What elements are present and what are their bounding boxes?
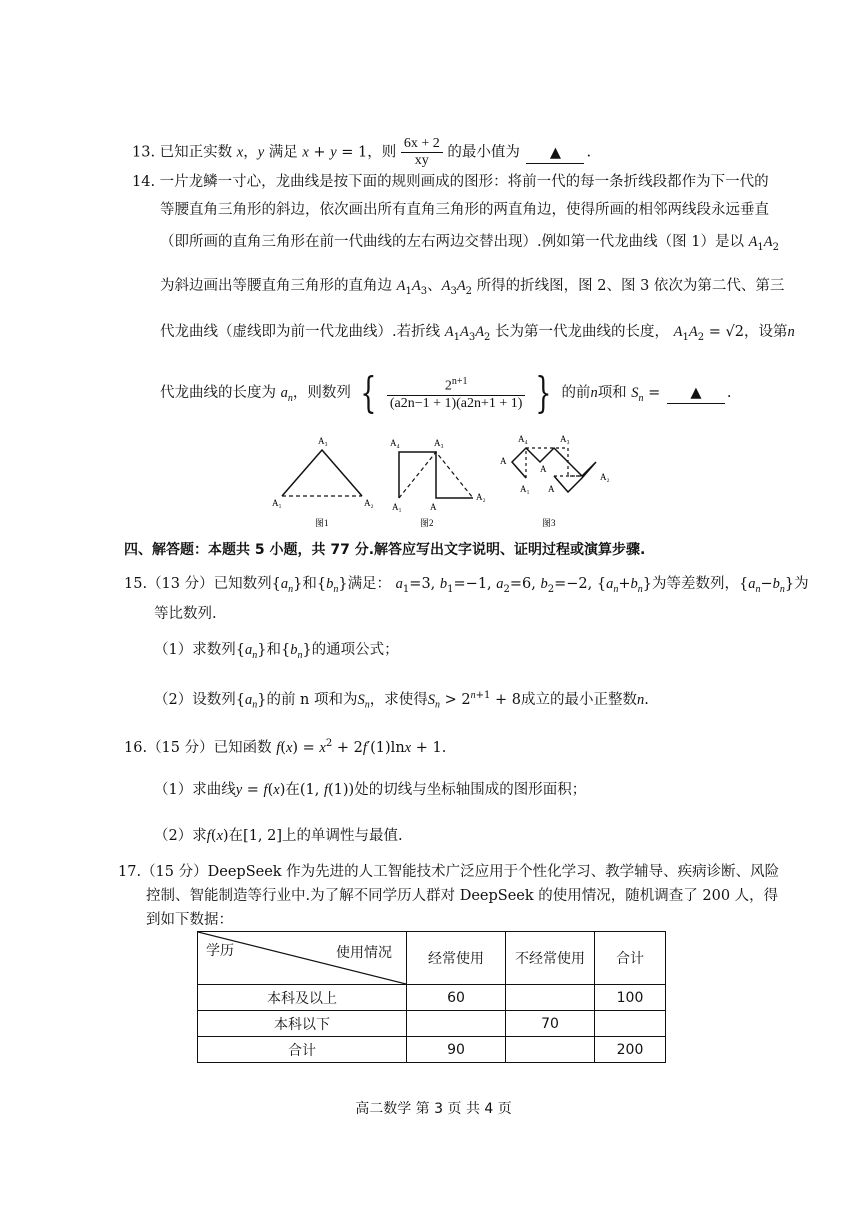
q14-line3: （即所画的直角三角形在前一代曲线的左右两边交替出现）.例如第一代龙曲线（图 1）是以 $A_1A_2$ xyxy=(160,234,780,253)
q13-text-d: 的最小值为 xyxy=(447,144,520,161)
q16-line1-end: . xyxy=(441,739,447,756)
fig3-label-a2: A₂ xyxy=(600,472,610,482)
q15-line1-b: 和 xyxy=(302,576,317,592)
table-cell: 200 xyxy=(595,1037,666,1063)
q14-frac-num-exp: n+1 xyxy=(451,376,468,388)
q16-p1-a: 求曲线 xyxy=(192,782,236,798)
table-row xyxy=(198,985,666,1011)
header-infrequent: 不经常使用 xyxy=(506,932,595,985)
table-cell: 60 xyxy=(407,985,506,1011)
row-label: 本科以下 xyxy=(198,1011,407,1037)
row-label: 合计 xyxy=(198,1037,407,1063)
q15-line1-e: 为 xyxy=(794,576,809,592)
q16-line1-a: 已知函数 xyxy=(213,739,272,756)
q15-p1-c: 的通项公式； xyxy=(311,642,399,658)
q13-text-c: ，则 xyxy=(367,144,397,161)
q14-line3-text: （即所画的直角三角形在前一代曲线的左右两边交替出现）.例如第一代龙曲线（图 1）是以 xyxy=(160,234,744,250)
q13-end: . xyxy=(586,144,592,161)
q17-line1 xyxy=(118,862,779,882)
q14-line4-c: 所得的折线图，图 2、图 3 依次为第二代、第三 xyxy=(476,278,785,294)
fig1-label-a3: A₃ xyxy=(318,436,328,446)
q14-line1-text: 一片龙鳞一寸心，龙曲线是按下面的规则画成的图形：将前一代的每一条折线段都作为下一代的 xyxy=(159,174,769,190)
q14-blank-mark: ▲ xyxy=(690,385,702,401)
q14-line5-b: 长为第一代龙曲线的长度， xyxy=(495,324,670,340)
q15-part2: （2）设数列$\{a_n\}$的前 n 项和为$S_n$，求使得$S_n > 2^{n+1} + 8$成立的最小正整数n. xyxy=(154,690,649,711)
fig2-caption: 图2 xyxy=(420,518,434,528)
q14-frac-num xyxy=(387,374,526,395)
q15-part1: （1）求数列$\{a_n\}$和$\{b_n\}$的通项公式； xyxy=(154,642,399,661)
dragon-curve-figures xyxy=(0,432,867,532)
q14-line2-text: 等腰直角三角形的斜边，依次画出所有直角三角形的两直角边，使得所画的相邻两线段永远垂直 xyxy=(160,202,769,218)
q15-p2-end: . xyxy=(644,691,649,708)
q15-p2-c: ，求使得 xyxy=(369,691,428,708)
q13-line: 13. 已知正实数 x，y 满足 x + y = 1，则 $\frac{6x + 2}{xy}$ 的最小值为 ▲ . xyxy=(132,136,592,168)
q17-line2: 控制、智能制造等行业中.为了解不同学历人群对 DeepSeek 的使用情况，随机调查了 200 人，得 xyxy=(146,888,779,904)
header-total: 合计 xyxy=(595,932,666,985)
q14-line4: 为斜边画出等腰直角三角形的直角边 $A_1A_3$、$A_3A_2$ 所得的折线图，图 2、图 3 依次为第二代、第三 xyxy=(160,278,785,297)
table-cell: 70 xyxy=(506,1011,595,1037)
q15-line1-c: 满足： xyxy=(347,576,392,592)
corner-left-label: 学历 xyxy=(206,943,234,959)
q14-line6-c: 的前 xyxy=(561,385,591,401)
q13-frac-num: 6x + 2 xyxy=(403,136,440,151)
q14-end: . xyxy=(726,385,732,401)
fig3-caption: 图3 xyxy=(542,518,556,528)
q16-part1: （1）求曲线y = f(x)在(1, f(1))处的切线与坐标轴围成的图形面积； xyxy=(154,782,587,798)
q14-frac-den: (a2n−1 + 1)(a2n+1 + 1) xyxy=(387,395,526,412)
table-cell: 90 xyxy=(407,1037,506,1063)
q16-number: 16. xyxy=(124,739,148,756)
q15-p1-a: 求数列 xyxy=(192,642,236,658)
table-cell: 100 xyxy=(595,985,666,1011)
fig3-label-a-b: A xyxy=(548,484,555,494)
q14-line6-d: 项和 xyxy=(597,385,627,401)
fig3-label-a4: A₄ xyxy=(518,434,528,444)
q14-fraction xyxy=(387,374,526,412)
q13-fraction xyxy=(401,136,443,169)
q14-left-brace: { xyxy=(360,368,377,417)
q16-p1-label: （1） xyxy=(154,782,193,798)
q16-part2: （2）求f(x)在[1, 2]上的单调性与最值. xyxy=(154,828,403,844)
table-cell xyxy=(506,985,595,1011)
q14-line6-b: ，则数列 xyxy=(292,385,351,401)
corner-right-label: 使用情况 xyxy=(336,945,392,961)
q14-line6: 代龙曲线的长度为 $a_n$，则数列 { $\frac{2^{n+1}}{(a2n-1 + 1)(a2n+1 + 1)}$ } 的前n项和 $S_n$ = ▲ . xyxy=(160,368,732,417)
q13-text-a: 已知正实数 xyxy=(159,144,233,161)
q15-line2: 等比数列. xyxy=(154,606,217,622)
fig1-caption: 图1 xyxy=(315,518,329,528)
fig3-label-a: A xyxy=(500,456,507,466)
table-corner-cell xyxy=(198,932,407,985)
section4-title: 四、解答题：本题共 5 小题，共 77 分.解答应写出文字说明、证明过程或演算步骤. xyxy=(124,542,646,558)
fig1-label-a1: A₁ xyxy=(272,498,282,508)
q14-number: 14. xyxy=(132,174,156,190)
table-cell xyxy=(407,1011,506,1037)
q17-number: 17. xyxy=(118,864,142,880)
table-row xyxy=(198,1037,666,1063)
fig3-label-a3: A₃ xyxy=(560,434,570,444)
q13-text-b: 满足 xyxy=(268,144,298,161)
q14-line6-a: 代龙曲线的长度为 xyxy=(160,385,276,401)
header-frequent: 经常使用 xyxy=(407,932,506,985)
q14-line4-b: 、 xyxy=(427,278,442,294)
q13-frac-den: xy xyxy=(401,152,443,169)
q17-line1-text: DeepSeek 作为先进的人工智能技术广泛应用于个性化学习、教学辅导、疾病诊断、风险 xyxy=(207,864,780,880)
q14-line2 xyxy=(160,200,769,220)
q14-line4-a: 为斜边画出等腰直角三角形的直角边 xyxy=(160,278,392,294)
q14-line5: 代龙曲线（虚线即为前一代龙曲线）.若折线 $A_1A_3A_2$ 长为第一代龙曲线的长度， $A_1A_2 = √2$，设第n xyxy=(160,324,795,343)
q15-line1: 15.（13 分）已知数列$\{a_n\}$和$\{b_n\}$满足： $a_1=3$, $b_1=-1$, $a_2=6$, $b_2=-2$, $\{a_n+b_n\}$为等差数列，$\{a_n-b_n\}$为 xyxy=(124,576,809,595)
q16-p2-label: （2） xyxy=(154,828,193,844)
fig2-label-a4: A₄ xyxy=(390,438,400,448)
q15-p2-a: 设数列 xyxy=(192,691,236,708)
q13-blank-mark: ▲ xyxy=(549,144,562,161)
q15-p2-d: 成立的最小正整数 xyxy=(520,691,637,708)
q16-line1: 16.（15 分）已知函数 $f(x) = x^2 + 2f'(1)\ln x + 1$. xyxy=(124,738,447,756)
q17-score: （15 分） xyxy=(141,864,208,880)
q13-number: 13. xyxy=(132,144,156,161)
q15-line1-a: 已知数列 xyxy=(213,576,272,592)
q14-answer-blank xyxy=(667,383,725,404)
q16-p2-a: 求 xyxy=(192,828,207,844)
q14-frac-num-base: 2 xyxy=(444,378,452,394)
q13-sep: ， xyxy=(243,144,258,161)
q15-p2-label: （2） xyxy=(154,691,193,708)
table-row xyxy=(198,1011,666,1037)
q17-data-table xyxy=(197,931,666,1063)
q13-answer-blank xyxy=(526,143,584,164)
q17-line3: 到如下数据： xyxy=(146,912,233,928)
figure-1 xyxy=(272,436,374,528)
q16-p1-c: 处的切线与坐标轴围成的图形面积； xyxy=(354,782,587,798)
table-cell xyxy=(506,1037,595,1063)
q14-line5-a: 代龙曲线（虚线即为前一代龙曲线）.若折线 xyxy=(160,324,441,340)
q14-line1 xyxy=(132,172,769,192)
fig2-label-a: A xyxy=(430,502,437,512)
q16-p2-c: 上的单调性与最值. xyxy=(282,828,403,844)
q15-score: （13 分） xyxy=(147,576,214,592)
fig2-label-a1: A₁ xyxy=(392,502,402,512)
fig1-label-a2: A₂ xyxy=(364,498,374,508)
fig2-label-a2: A₂ xyxy=(476,492,486,502)
page-footer: 高二数学 第 3 页 共 4 页 xyxy=(355,1101,512,1117)
q15-p1-b: 和 xyxy=(266,642,281,658)
q15-line1-d: 为等差数列， xyxy=(651,576,739,592)
q14-line5-c: ，设第 xyxy=(743,324,788,340)
q15-p2-b: 的前 n 项和为 xyxy=(266,691,358,708)
figure-2 xyxy=(390,438,486,528)
fig3-label-a-mid: A xyxy=(540,464,547,474)
q16-score: （15 分） xyxy=(147,739,214,756)
q16-p2-b: 在 xyxy=(228,828,244,844)
q14-right-brace: } xyxy=(535,368,552,417)
fig3-label-a1: A₁ xyxy=(520,484,530,494)
q15-number: 15. xyxy=(124,576,148,592)
q16-p1-b: 在 xyxy=(285,782,300,798)
row-label: 本科及以上 xyxy=(198,985,407,1011)
table-cell xyxy=(595,1011,666,1037)
fig2-label-a3: A₃ xyxy=(434,438,444,448)
figure-3 xyxy=(500,434,610,528)
q15-p1-label: （1） xyxy=(154,642,193,658)
